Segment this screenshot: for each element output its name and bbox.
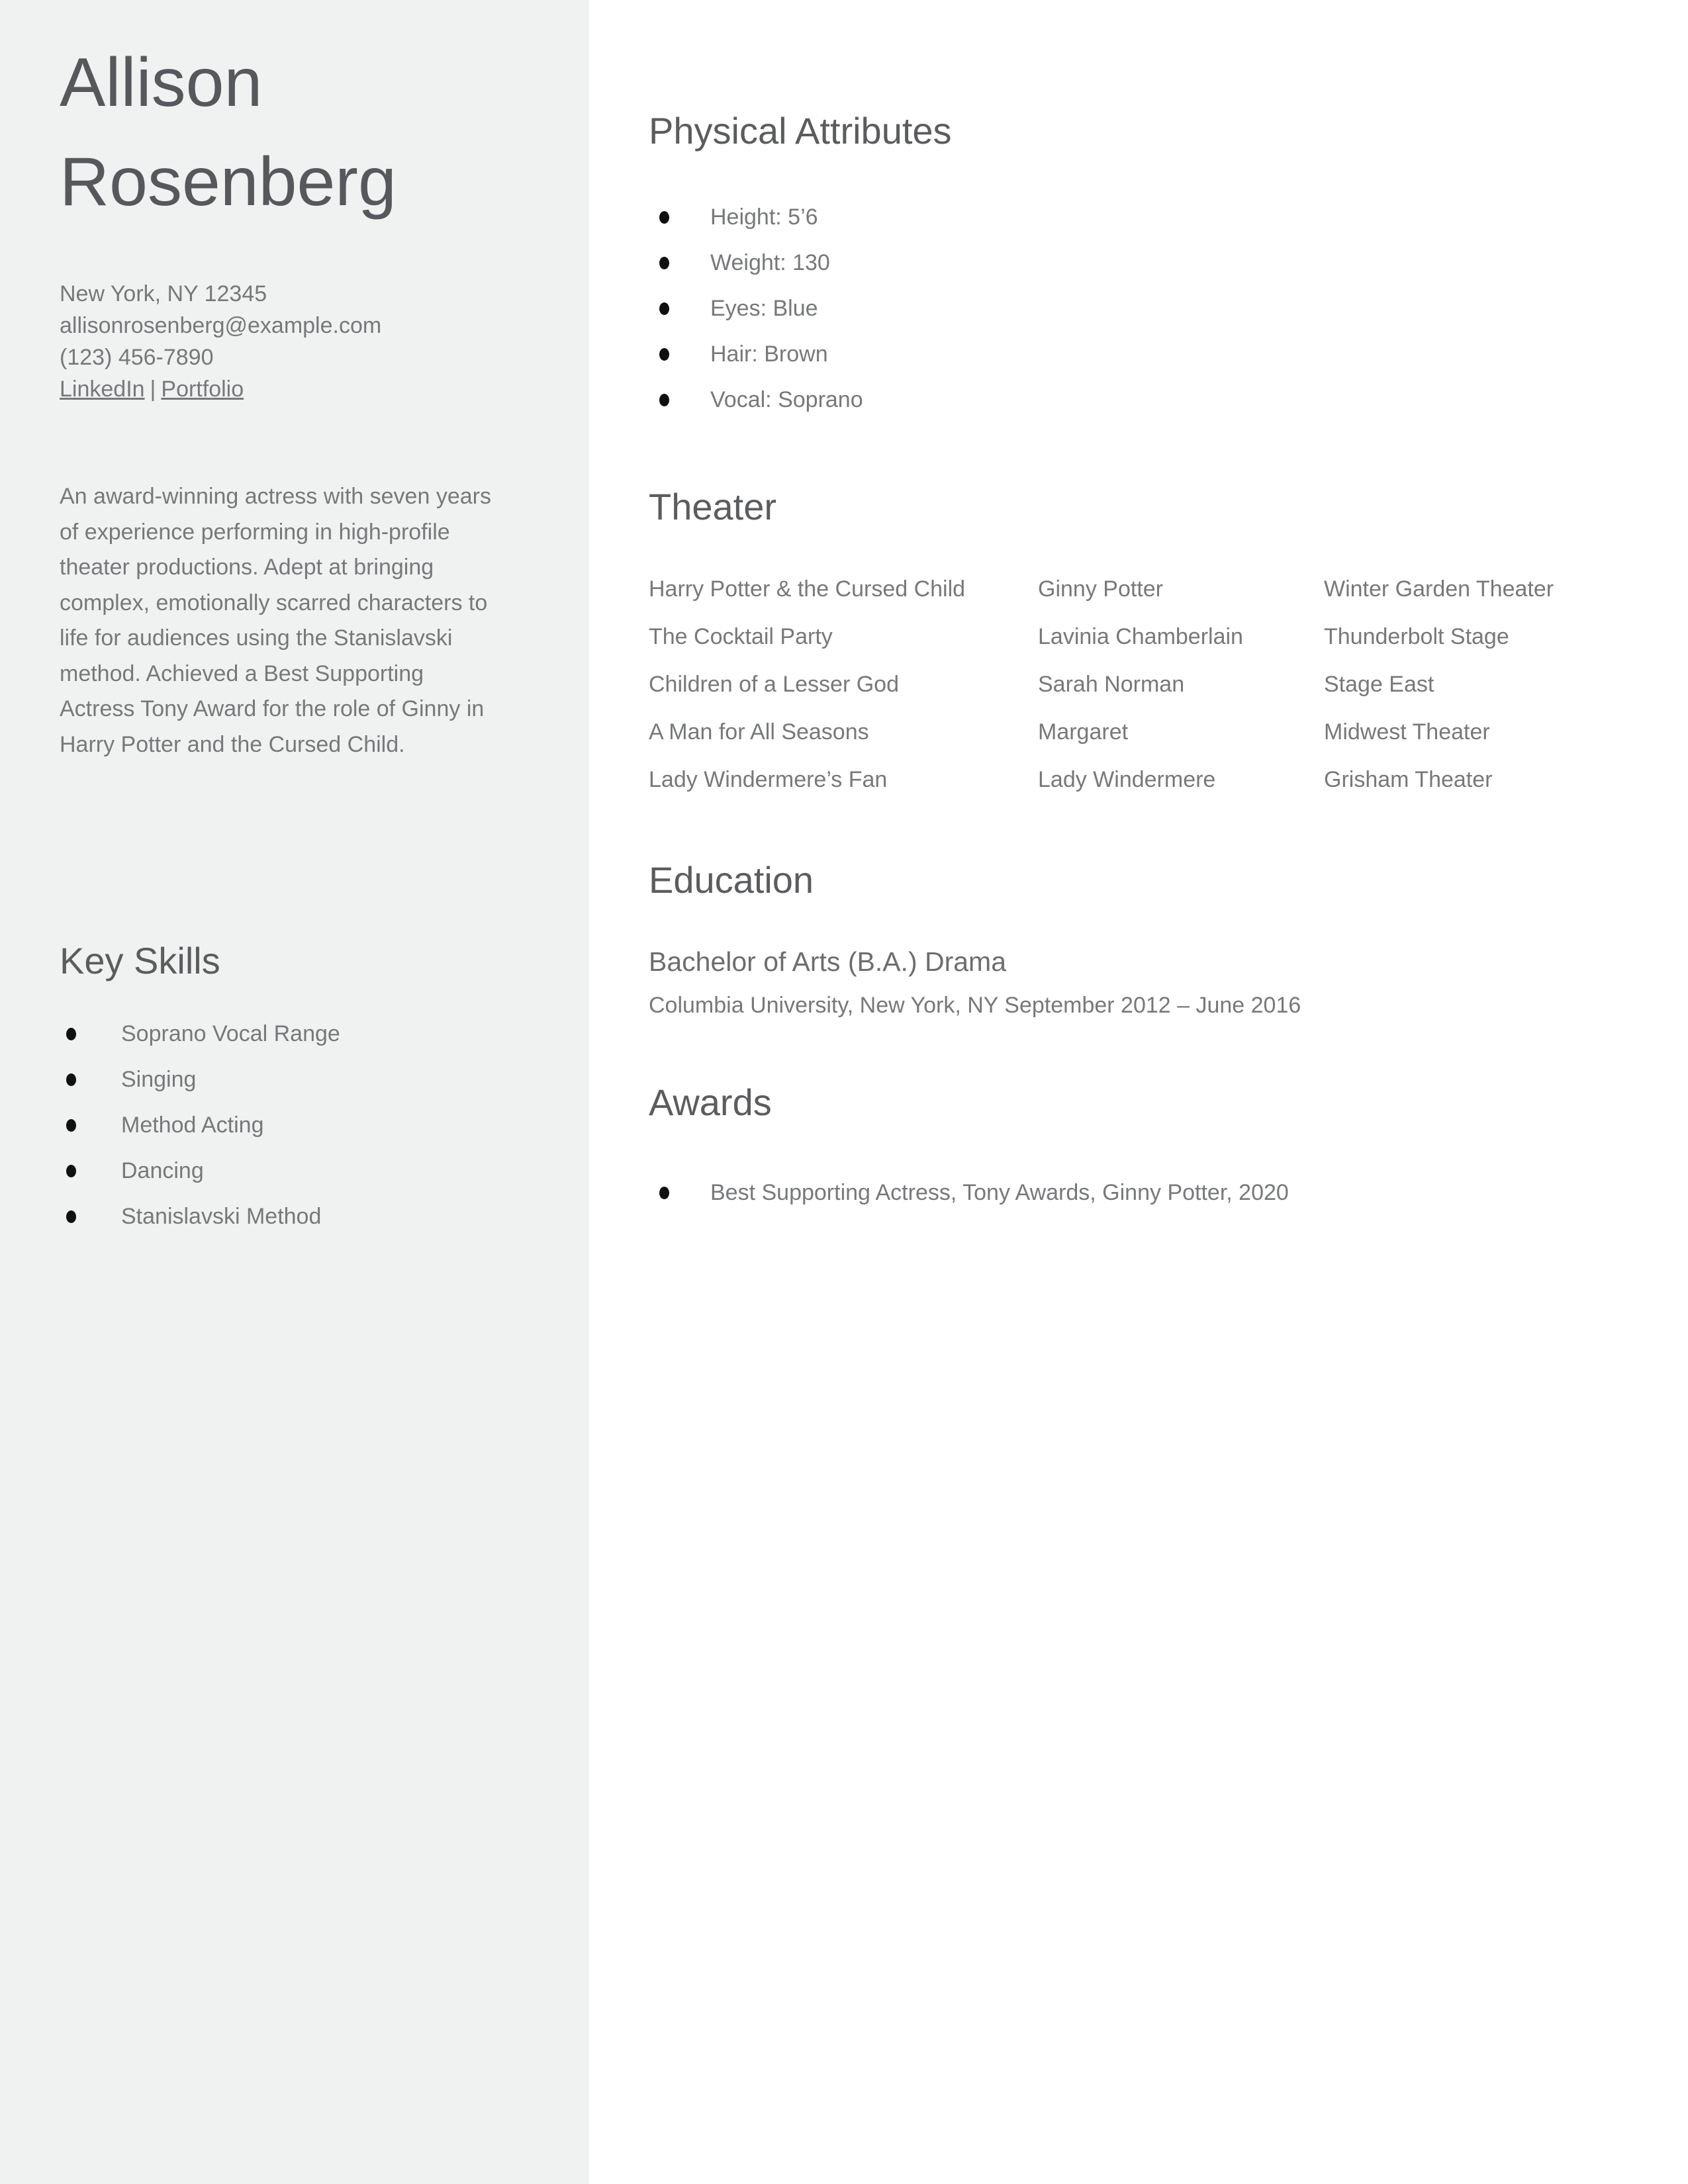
list-item	[649, 377, 863, 423]
production-title: Harry Potter & the Cursed Child	[649, 576, 966, 602]
attribute-label: Hair: Brown	[710, 341, 828, 367]
attribute-label: Weight: 130	[710, 250, 830, 275]
venue-name: Midwest Theater	[1324, 719, 1490, 745]
contact-phone: (123) 456-7890	[60, 345, 214, 370]
skill-label: Method Acting	[121, 1113, 264, 1138]
role-name: Lady Windermere	[1038, 766, 1216, 792]
role-name: Sarah Norman	[1038, 671, 1185, 697]
candidate-last-name: Rosenberg	[60, 144, 397, 220]
list-item	[649, 1170, 1289, 1216]
physical-attributes-list	[649, 195, 863, 423]
physical-attributes-heading: Physical Attributes	[649, 110, 952, 152]
theater-table	[649, 565, 1622, 803]
role-name: Margaret	[1038, 719, 1129, 745]
bullet-icon	[659, 257, 669, 269]
production-title: A Man for All Seasons	[649, 719, 869, 745]
skill-label: Singing	[121, 1067, 197, 1092]
link-separator: |	[150, 377, 156, 402]
production-title: Children of a Lesser God	[649, 671, 899, 697]
linkedin-link[interactable]: LinkedIn	[60, 377, 145, 402]
skill-label: Soprano Vocal Range	[121, 1021, 340, 1046]
venue-name: Grisham Theater	[1324, 766, 1493, 792]
list-item	[649, 332, 863, 377]
bullet-icon	[659, 302, 669, 315]
attribute-label: Eyes: Blue	[710, 296, 818, 321]
awards-list	[649, 1170, 1289, 1216]
skill-label: Dancing	[121, 1158, 204, 1183]
list-item	[649, 286, 863, 332]
award-label: Best Supporting Actress, Tony Awards, Ginny Potter, 2020	[710, 1180, 1289, 1205]
list-item	[649, 240, 863, 286]
contact-email: allisonrosenberg@example.com	[60, 313, 382, 338]
candidate-first-name: Allison	[60, 44, 263, 121]
bullet-icon	[659, 394, 669, 406]
portfolio-link[interactable]: Portfolio	[161, 377, 244, 402]
production-title: The Cocktail Party	[649, 623, 833, 649]
attribute-label: Vocal: Soprano	[710, 387, 863, 412]
theater-heading: Theater	[649, 486, 776, 527]
role-name: Lavinia Chamberlain	[1038, 623, 1243, 649]
bullet-icon	[659, 348, 669, 361]
attribute-label: Height: 5’6	[710, 205, 818, 230]
role-name: Ginny Potter	[1038, 576, 1163, 602]
venue-name: Stage East	[1324, 671, 1434, 697]
skill-label: Stanislavski Method	[121, 1204, 322, 1229]
production-title: Lady Windermere’s Fan	[649, 766, 888, 792]
key-skills-heading: Key Skills	[60, 940, 220, 981]
education-heading: Education	[649, 859, 814, 901]
bullet-icon	[659, 1187, 669, 1199]
school-details: Columbia University, New York, NY September 2012 – June 2016	[649, 993, 1301, 1018]
bullet-icon	[659, 211, 669, 224]
venue-name: Thunderbolt Stage	[1324, 623, 1509, 649]
awards-heading: Awards	[649, 1081, 772, 1123]
professional-summary: An award-winning actress with seven years of experience performing in high-profile theater productions. Adept at bringing complex, emotionally scarred characters to life for audiences using the Stanislavski method. Achieved a Best Supporting Actress Tony Award for the role of Ginny in Harry Potter and the Cursed Child.	[60, 484, 491, 757]
degree-title: Bachelor of Arts (B.A.) Drama	[649, 946, 1007, 977]
list-item	[649, 195, 863, 240]
venue-name: Winter Garden Theater	[1324, 576, 1554, 602]
contact-location: New York, NY 12345	[60, 281, 267, 306]
